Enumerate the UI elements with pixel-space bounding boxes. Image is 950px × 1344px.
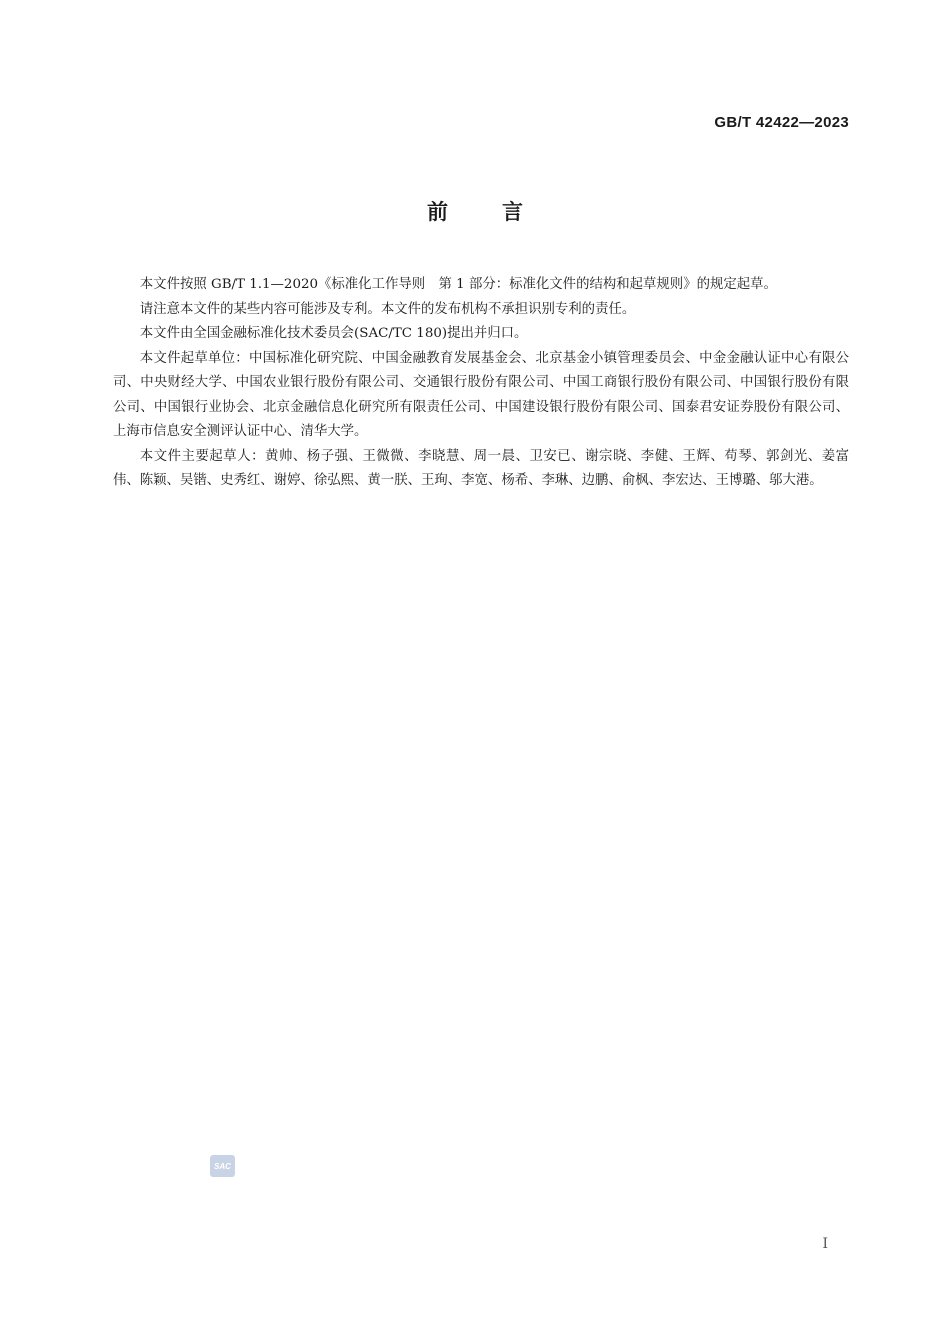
page-number: I [822, 1236, 828, 1252]
paragraph-drafters: 本文件主要起草人：黄帅、杨子强、王微微、李晓慧、周一晨、卫安已、谢宗晓、李健、王辉、苟琴、郭剑光、姜富伟、陈颖、吴锴、史秀红、谢婷、徐弘熙、黄一朕、王珣、李宽、杨希、李琳、边鹏、俞枫、李宏达、王博璐、邬大港。 [113, 448, 849, 488]
watermark-text: SAC [214, 1162, 231, 1171]
page-title: 前言 [427, 200, 577, 224]
paragraph-drafting-units: 本文件起草单位：中国标准化研究院、中国金融教育发展基金会、北京基金小镇管理委员会、中金金融认证中心有限公司、中央财经大学、中国农业银行股份有限公司、交通银行股份有限公司、中国工商银行股份有限公司、中国银行股份有限公司、中国银行业协会、北京金融信息化研究所有限责任公司、中国建设银行股份有限公司、国泰君安证券股份有限公司、上海市信息安全测评认证中心、清华大学。 [113, 350, 849, 439]
paragraph-proposer: 本文件由全国金融标准化技术委员会(SAC/TC 180)提出并归口。 [139, 326, 528, 341]
sac-watermark-logo [209, 1154, 236, 1178]
standard-code: GB/T 42422—2023 [714, 114, 849, 131]
foreword-body [113, 273, 849, 494]
paragraph-drafting-rule: 本文件按照 GB/T 1.1—2020《标准化工作导则 第 1 部分：标准化文件的结构和起草规则》的规定起草。 [139, 277, 777, 292]
paragraph-patent-notice: 请注意本文件的某些内容可能涉及专利。本文件的发布机构不承担识别专利的责任。 [139, 301, 636, 317]
